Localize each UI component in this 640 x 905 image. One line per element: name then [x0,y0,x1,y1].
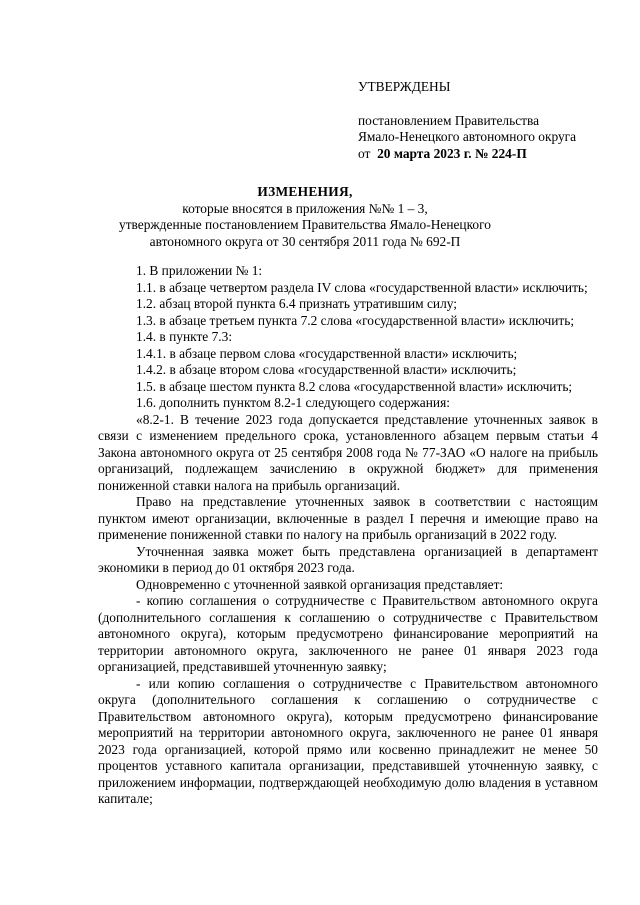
paragraph: 1. В приложении № 1: [136,263,263,278]
approval-date-value: 20 марта 2023 г. № 224-П [377,145,527,161]
title-main: ИЗМЕНЕНИЯ, [257,184,353,199]
title-subtitle-3: автономного округа от 30 сентября 2011 года № 692-П [149,233,461,249]
paragraph: 1.1. в абзаце четвертом раздела IV слова «государственной власти» исключить; [136,279,588,295]
paragraph: - копию соглашения о сотрудничестве с Правительством автономного округа (дополнительного соглашения к соглашению о сотрудничестве с Правительством автономного округа), которым предусмотрено финансирование мероприятий на территории автономного округа, заключенного не ранее 01 января 2023 года организацией, представившей уточненную заявку; [98,593,598,674]
approval-line-2: Ямало-Ненецкого автономного округа [358,129,577,144]
paragraph: 1.2. абзац второй пункта 6.4 признать утратившим силу; [136,296,458,311]
paragraph: 1.4.2. в абзаце втором слова «государственной власти» исключить; [136,362,517,377]
paragraph: «8.2-1. В течение 2023 года допускается представление уточненных заявок в связи с изменением предельного срока, установленного абзацем первым статьи 4 Закона автономного округа от 25 сентября 2008 года № 77-ЗАО «О налоге на прибыль организаций, подлежащем зачислению в окружной бюджет» для применения пониженной ставки налога на прибыль организаций. [98,411,598,493]
approval-block [358,79,628,162]
paragraph: Уточненная заявка может быть представлена организацией в департамент экономики в период до 01 октября 2023 года. [98,543,598,575]
paragraph: Одновременно с уточненной заявкой организация представляет: [136,576,504,592]
paragraph: Право на представление уточненных заявок в соответствии с настоящим пунктом имеют организации, включенные в раздел I перечня и имеющие право на применение пониженной ставки по налогу на прибыль организаций в 2022 году. [98,494,598,542]
approval-line-1: постановлением Правительства [358,112,540,128]
paragraph: 1.3. в абзаце третьем пункта 7.2 слова «государственной власти» исключить; [136,312,575,328]
title-subtitle-1: которые вносятся в приложения №№ 1 – 3, [182,200,428,216]
document-body [98,263,598,808]
paragraph: 1.6. дополнить пунктом 8.2-1 следующего содержания: [136,395,450,410]
paragraph: - или копию соглашения о сотрудничестве с Правительством автономного округа (дополнительного соглашения к соглашению о сотрудничестве с Правительством автономного округа), которым предусмотрено финансирование мероприятий на территории автономного округа, заключенного не ранее 01 января 2023 года организацией, которой прямо или косвенно принадлежит не менее 50 процентов уставного капитала организации, представившей уточненную заявку, с приложением информации, подтверждающей необходимую долю владения в уставном капитале; [98,675,598,806]
approval-heading: УТВЕРЖДЕНЫ [358,79,451,94]
paragraph: 1.5. в абзаце шестом пункта 8.2 слова «государственной власти» исключить; [136,378,573,394]
title-subtitle-2: утвержденные постановлением Правительства Ямало-Ненецкого [119,217,491,232]
paragraph: 1.4. в пункте 7.3: [136,329,233,344]
document-title [100,184,510,250]
paragraph: 1.4.1. в абзаце первом слова «государственной власти» исключить; [136,345,518,361]
approval-date-line [358,146,628,163]
approval-date-prefix: от [358,145,371,161]
